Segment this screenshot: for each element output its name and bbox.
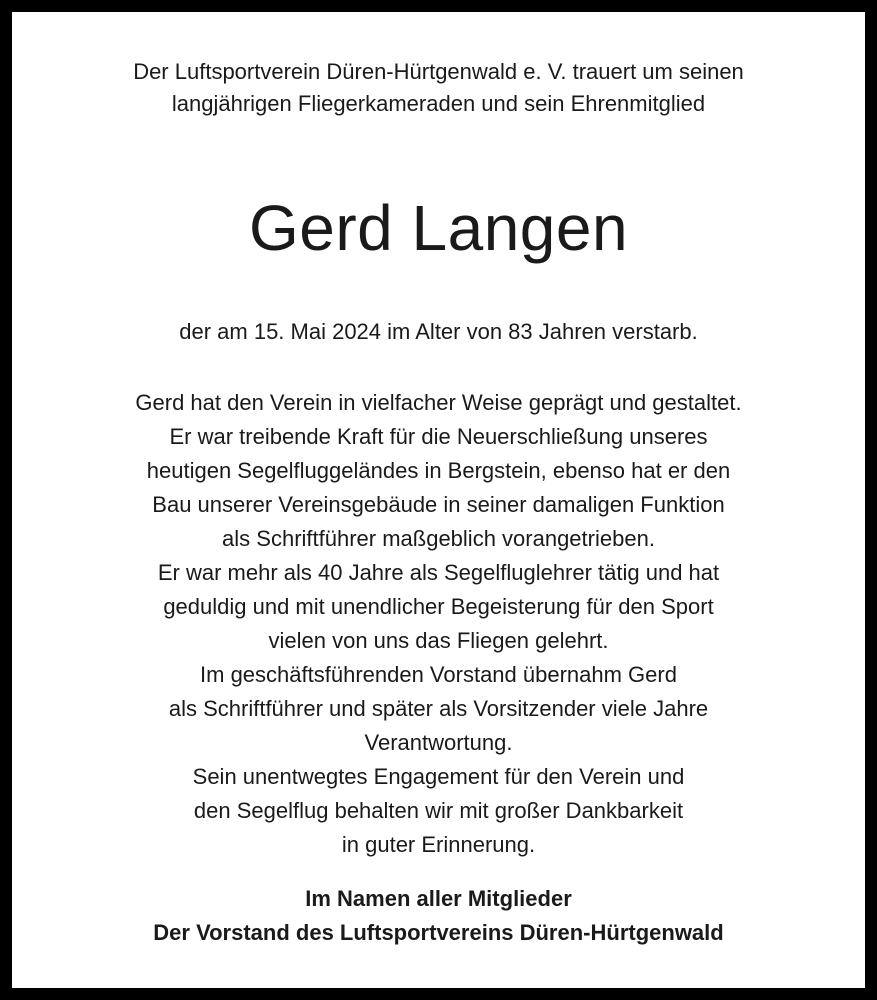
tribute-line: als Schriftführer und später als Vorsitzender viele Jahre (168, 696, 709, 721)
tribute-line: in guter Erinnerung. (341, 832, 536, 857)
tribute-line: heutigen Segelfluggeländes in Bergstein, ebenso hat er den (146, 458, 731, 483)
obituary-notice (12, 12, 865, 988)
tribute-line: den Segelflug behalten wir mit großer Dankbarkeit (193, 798, 684, 823)
tribute-line: als Schriftführer maßgeblich vorangetrieben. (222, 526, 655, 551)
tribute-line: Bau unserer Vereinsgebäude in seiner damaligen Funktion (152, 492, 725, 517)
tribute-line: Sein unentwegtes Engagement für den Verein und (192, 764, 685, 789)
tribute-text (12, 386, 865, 862)
signature-line: Im Namen aller Mitglieder (305, 886, 572, 911)
intro-line: langjährigen Fliegerkameraden und sein Ehrenmitglied (171, 91, 706, 116)
tribute-line: Verantwortung. (364, 730, 513, 755)
tribute-line: Gerd hat den Verein in vielfacher Weise geprägt und gestaltet. (135, 390, 742, 415)
signature-line: Der Vorstand des Luftsportvereins Düren-Hürtgenwald (153, 920, 724, 945)
tribute-line: Er war treibende Kraft für die Neuerschließung unseres (169, 424, 708, 449)
intro-line: Der Luftsportverein Düren-Hürtgenwald e. V. trauert um seinen (133, 59, 744, 84)
tribute-line: vielen von uns das Fliegen gelehrt. (268, 628, 609, 653)
tribute-line: geduldig und mit unendlicher Begeisterung für den Sport (163, 594, 714, 619)
deceased-name: Gerd Langen (248, 192, 629, 264)
intro-text (12, 56, 865, 120)
signature-block (12, 882, 865, 950)
tribute-line: Im geschäftsführenden Vorstand übernahm Gerd (200, 662, 677, 687)
tribute-line: Er war mehr als 40 Jahre als Segelfluglehrer tätig und hat (157, 560, 720, 585)
death-line: der am 15. Mai 2024 im Alter von 83 Jahren verstarb. (179, 319, 698, 344)
